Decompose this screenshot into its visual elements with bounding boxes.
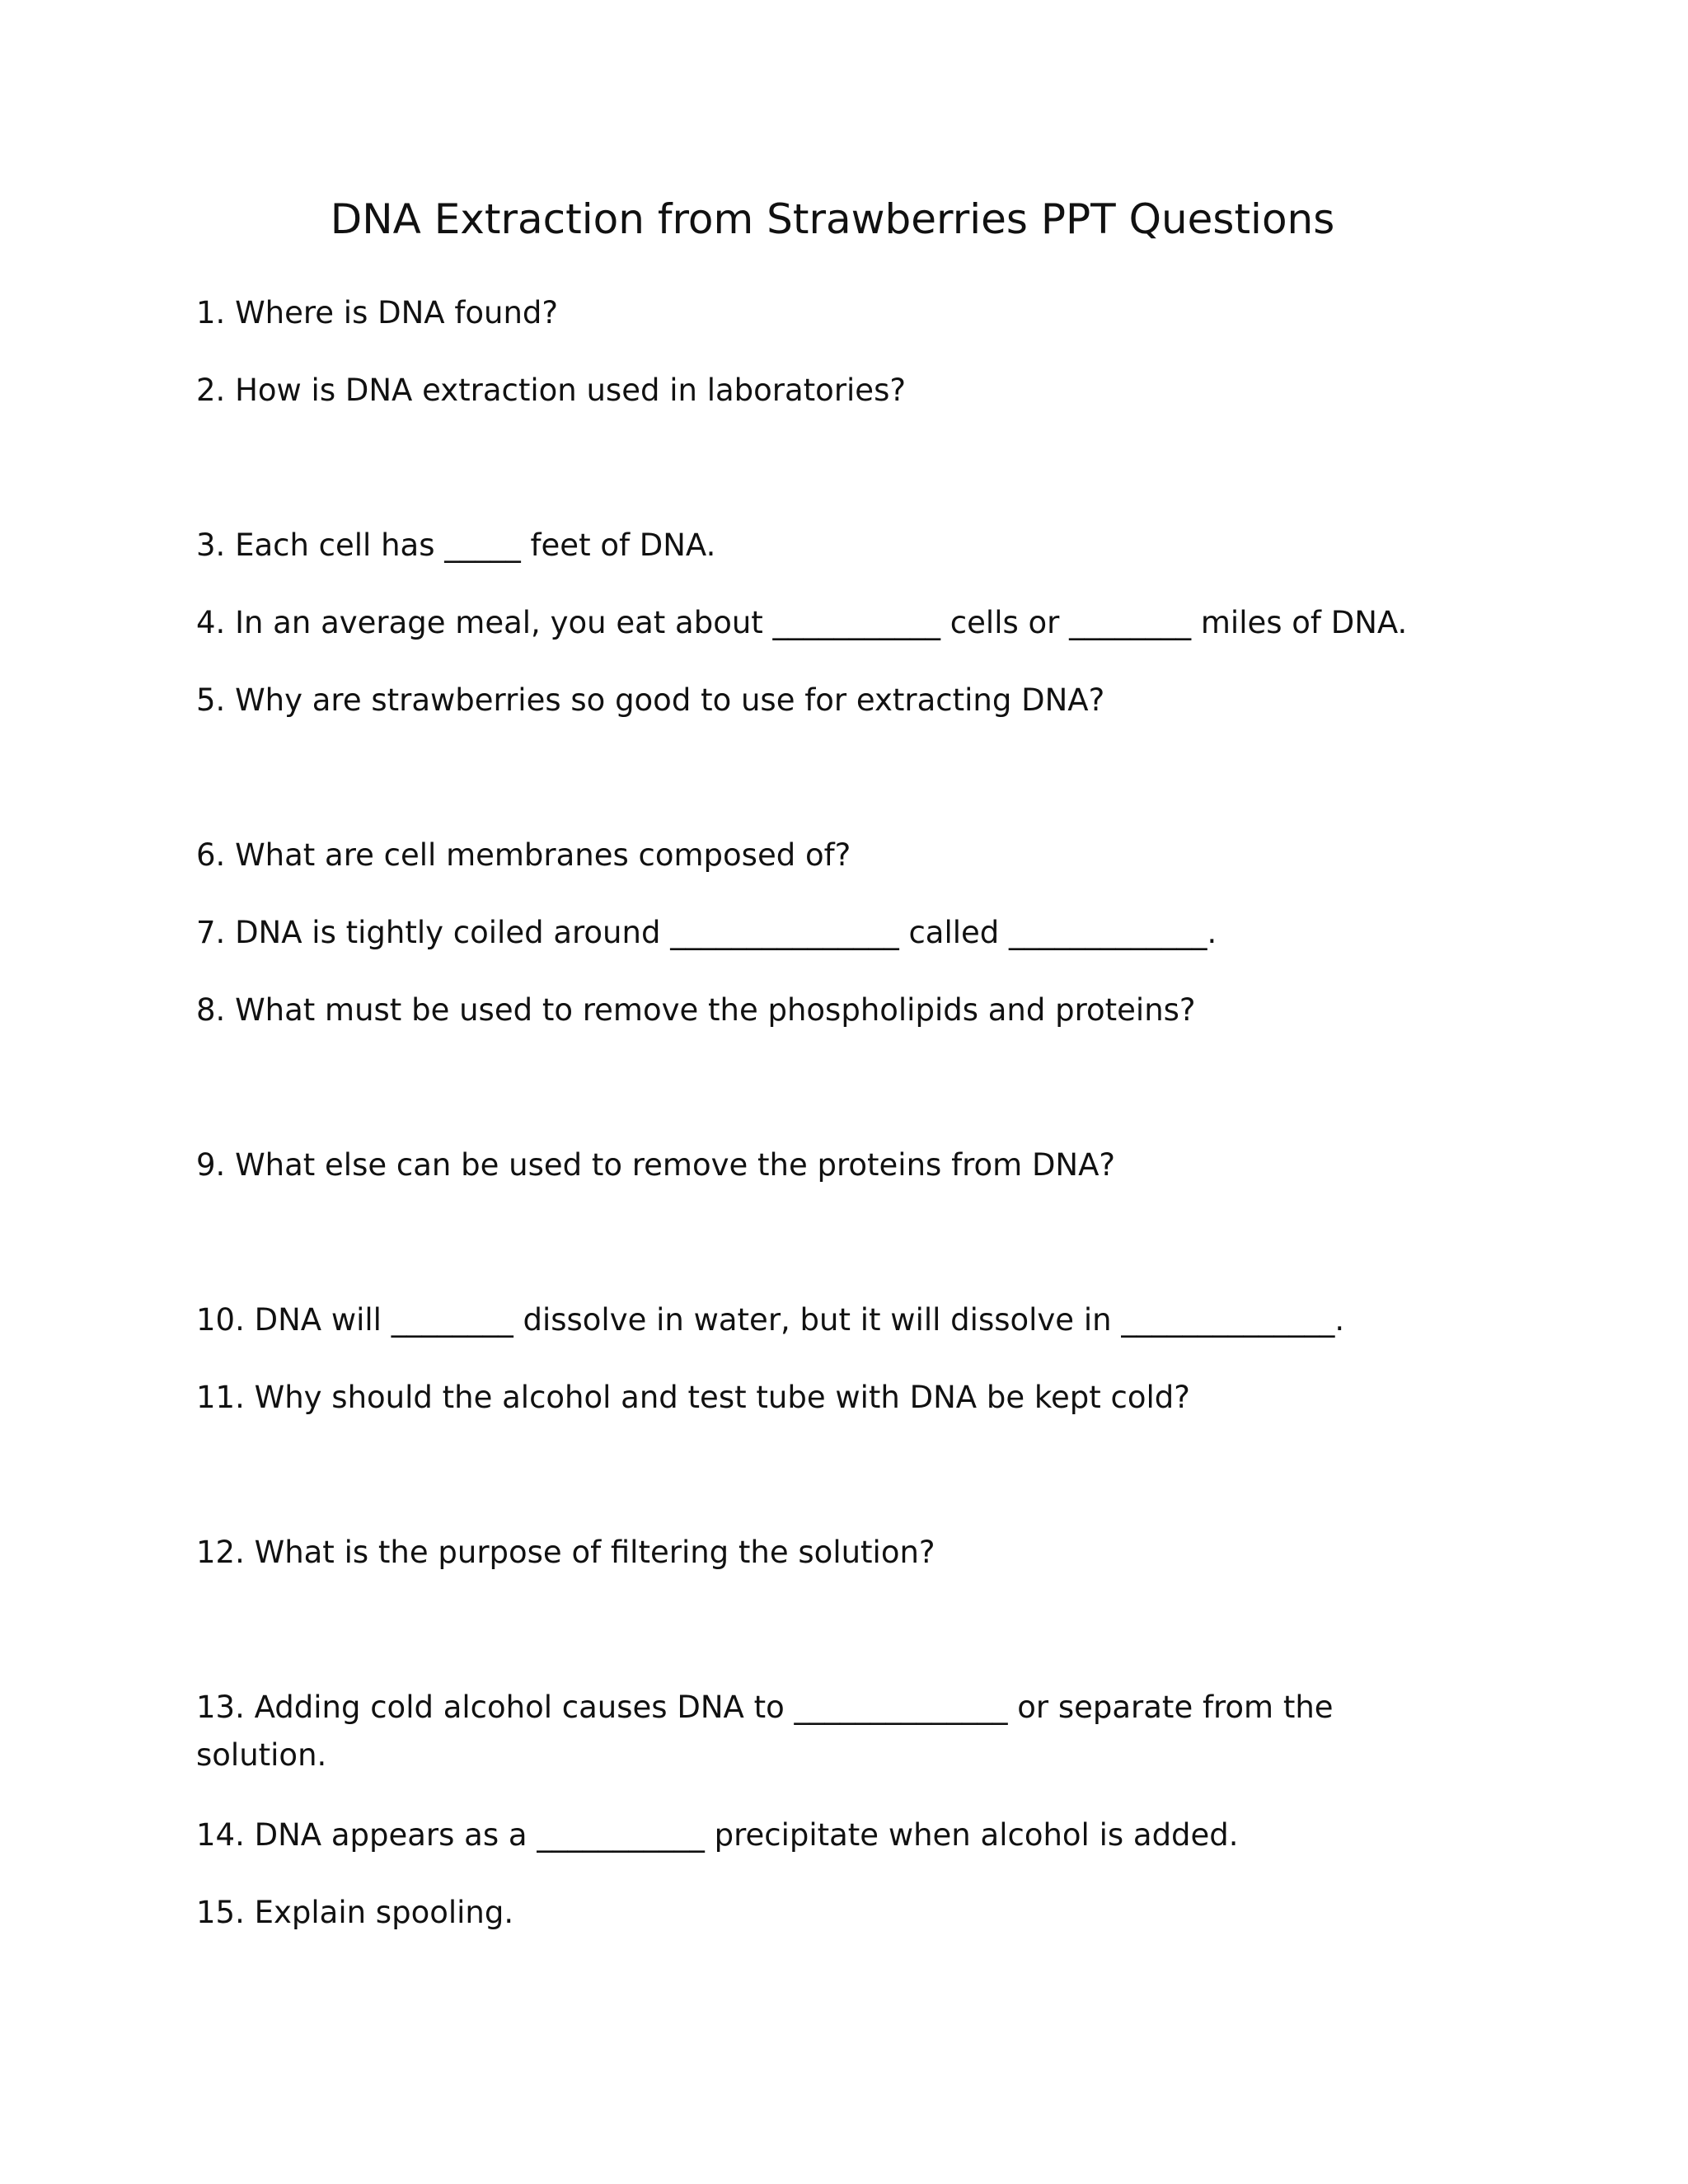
question-10: 10. DNA will ________ dissolve in water, but it will dissolve in ______________. — [196, 1302, 1345, 1338]
question-14: 14. DNA appears as a ___________ precipitate when alcohol is added. — [196, 1817, 1239, 1853]
question-5: 5. Why are strawberries so good to use for extracting DNA? — [196, 682, 1105, 718]
question-7: 7. DNA is tightly coiled around _______________ called _____________. — [196, 915, 1217, 950]
question-3: 3. Each cell has _____ feet of DNA. — [196, 527, 716, 563]
question-6: 6. What are cell membranes composed of? — [196, 837, 851, 873]
question-13-text: 13. Adding cold alcohol causes DNA to ______________ or separate from the — [196, 1690, 1334, 1725]
question-1: 1. Where is DNA found? — [196, 295, 559, 330]
question-15: 15. Explain spooling. — [196, 1895, 514, 1930]
question-11: 11. Why should the alcohol and test tube with DNA be kept cold? — [196, 1380, 1190, 1415]
question-13 — [196, 1684, 1334, 1779]
question-9: 9. What else can be used to remove the proteins from DNA? — [196, 1147, 1116, 1183]
question-12: 12. What is the purpose of filtering the solution? — [196, 1535, 935, 1570]
question-8: 8. What must be used to remove the phospholipids and proteins? — [196, 992, 1196, 1028]
worksheet-title: DNA Extraction from Strawberries PPT Questions — [330, 195, 1335, 243]
question-4: 4. In an average meal, you eat about ___________ cells or ________ miles of DNA. — [196, 605, 1408, 640]
question-13-continuation: solution. — [196, 1737, 327, 1773]
question-2: 2. How is DNA extraction used in laboratories? — [196, 373, 906, 408]
